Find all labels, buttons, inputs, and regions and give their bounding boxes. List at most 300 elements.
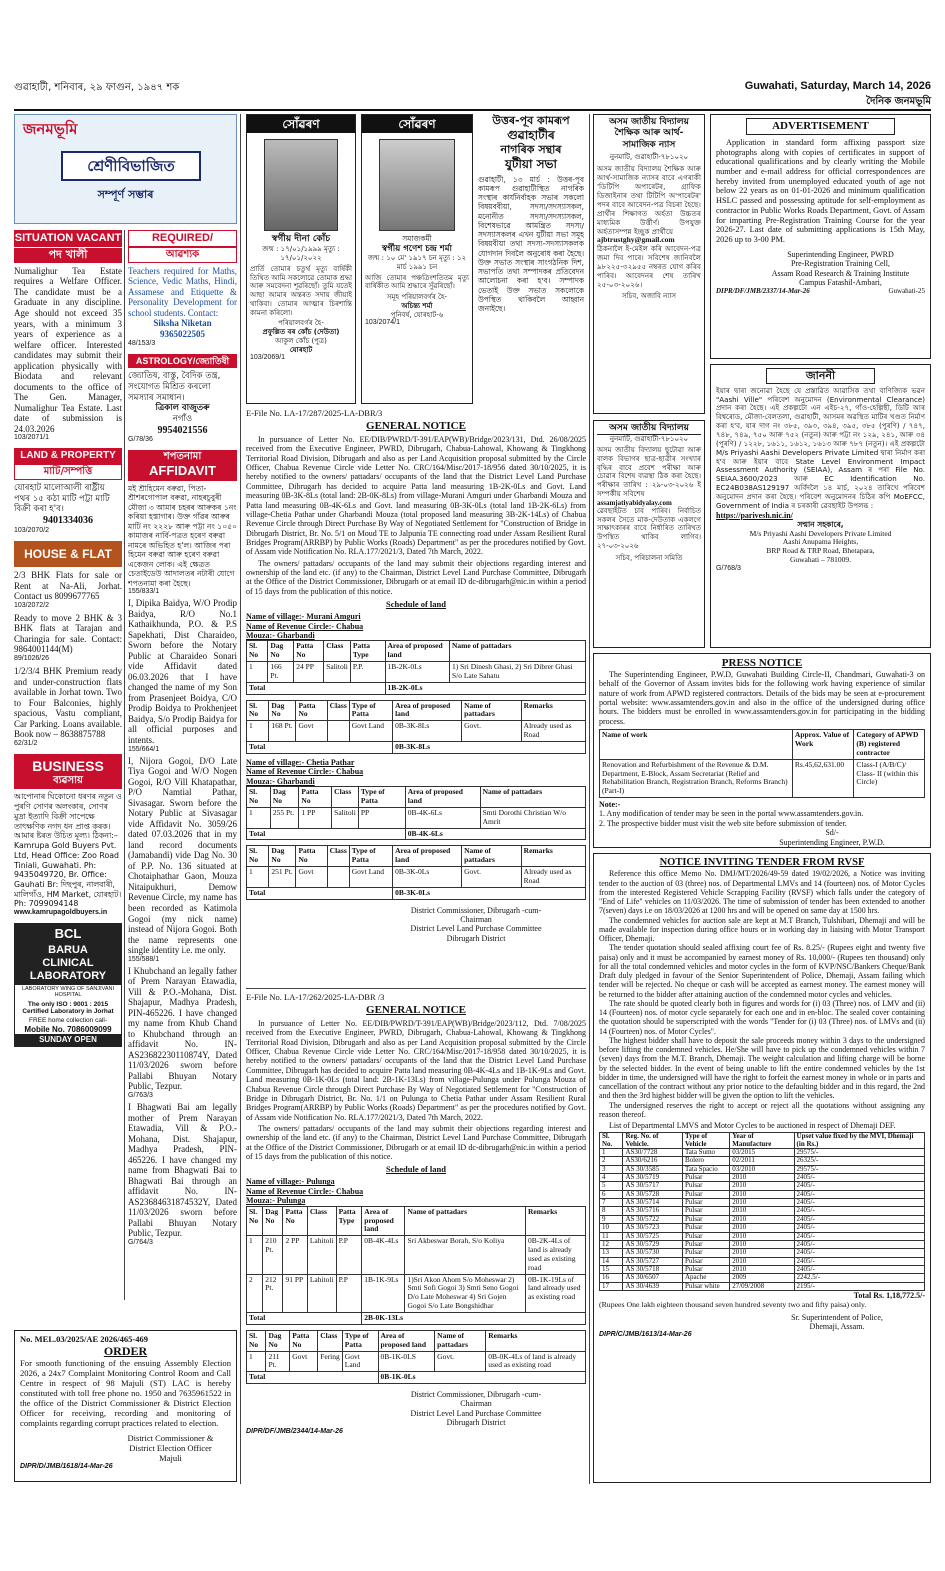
masthead-right: [745, 80, 931, 108]
table-cell: Govt.: [462, 721, 522, 742]
table-cell: 2405/-: [794, 1207, 924, 1215]
obituary-2-head: সোঁৱৰণ: [362, 115, 472, 133]
table-cell: 210 Pt.: [263, 1236, 283, 1274]
table-cell: 2010: [730, 1265, 794, 1273]
table-cell: 2405/-: [794, 1224, 924, 1232]
required-phone: 9365022505: [160, 328, 205, 339]
press-notice-sign1: Superintending Engineer, P.W.D.: [779, 837, 885, 847]
table-header-cell: Dag No: [268, 641, 294, 662]
obituary-1-dates: জন্ম : ১৭/০১/১৯৯৯ মৃত্যু : ১৭/০১/২০২২: [262, 245, 340, 263]
house-flat-code1: 103/2072/2: [14, 601, 50, 609]
table-cell: 29575/-: [794, 1165, 924, 1173]
table-row: [600, 1249, 925, 1257]
affidavit-2: I, Dipika Baidya, W/O Prodip Baidya, R/O No.1 Kathaikhunda, P.O. & P.S Sapekhati, Dist Charaideo, Sworn before the Notary Public at Charaideo Sonari vide Affidavit dated 06.03.2026 that I have changed the name of my Son from Prasenjeet Boidya, C/O Prodip Boidya to Prokhenjeet Baidya, S/o Prodip Baidya for all official purposes and intents.: [128, 598, 237, 745]
table-cell: 8: [600, 1207, 623, 1215]
table-cell: Already used as Road: [521, 867, 585, 888]
gn1-v1-circle: Name of Revenue Circle:- Chabua: [246, 621, 364, 631]
affidavit-4: I Khubchand an legally father of Prem Narayan Etawadia, Vill & P.O.-Mohana, Dist. Shajapur, Madhya Pradesh, PIN-465226. I have changed my name from Khub Chand to Khubchand through an affidavit No. IN-AS23682230110874Y, Dated 11/03/2026 sworn before Pallabi Bhuyan Notary Public, Tezpur.: [128, 965, 237, 1092]
required-code: 48/153/3: [128, 339, 156, 347]
table-header-cell: Name of pattadars: [480, 787, 585, 808]
table-cell: PP: [358, 807, 405, 828]
table-cell: 1) Sri Dinesh Ghasi, 2) Sri Dibrer Ghasi S/o Late Sahatu: [449, 662, 585, 683]
school-notice: [593, 420, 705, 648]
social-trust-place: নুনমাটি, গুৱাহাটী-৭৮১০২০: [609, 152, 689, 161]
classifieds-col-2: [128, 230, 237, 1300]
school-notice-body2: ৱেবছাইটত চাব পাৰিব। নিৰ্বাচিত সকলৰ সৈতে মাক-দেউতাক একলগে সাক্ষাৎকাৰৰ বাবে নিৰ্ধাৰিত তাৰিখত উপস্থিত থাকিব লাগিব। ২৭-০৩-২০২৬: [597, 506, 701, 550]
table-header-cell: Class: [332, 787, 359, 808]
table-cell: AS 30/5719: [623, 1174, 683, 1182]
table-row: [600, 1157, 925, 1165]
press-notice: [593, 653, 931, 848]
rvsf-p5: The highest bidder shall have to deposit the sale proceeds money within 3 days to the undersigned before lifting the condemned vehicles. He/She will have to pick up the condemned vehicles within 7 (seven) days from the M.T. Branch, Dhemaji. The weight calculation and lifting charge will be borne by the selected bidder. In the event of being unable to lift the entire condemned vehicles by the 1st bidder in time, the undersigned will have the right to forfeit the earnest money in whole or in parts and cancellation of the contract without any prior notice to the defaulting bidder and in this regard, the 2nd and then the 3rd highest bidder will be given the option to lift the vehicles.: [599, 1035, 925, 1101]
table-row: [247, 807, 586, 828]
press-notice-note2: 2. The prospective bidder must visit the web site before submission of tender.: [599, 818, 847, 828]
affidavit-title-en: AFFIDAVIT: [128, 463, 237, 480]
classifieds-logo-sub: সম্পূৰ্ণ সম্ভাৰ: [97, 188, 154, 201]
social-trust-notice: [593, 114, 705, 414]
gn2-sign4: Dibrugarh District: [446, 1418, 506, 1428]
table-cell: Lahitoli: [307, 1236, 336, 1274]
gn2-v-mouza: Mouza:- Pulunga: [246, 1196, 306, 1206]
janani-sign4: Guwahati – 781009.: [789, 555, 852, 565]
gn1-body2: The owners/ pattadars/ occupants of the land may submit their objections regarding interest and ownership of the land etc. (if any) to the Chairman, District Level Land Purchase Committee, Dibrugarh at the Office of the District Commissioner, Dibrugarh or at email ID dc-dibrugarh@nic.in within a period of 15 days from the publication of this notice.: [246, 558, 586, 596]
table-cell: 15: [600, 1265, 623, 1273]
table-cell: Salitoli: [332, 807, 359, 828]
gn2-sign1: District Commissioner, Dibrugarh -cum-: [410, 1390, 542, 1400]
house-flat-ad2: Ready to move 2 BHK & 3 BHK flats at Tarajan and Charingia for sale. Contact: 9864001144(M): [14, 612, 122, 655]
advertisement-sign2: Pre-Registration Training Cell,: [791, 259, 890, 269]
obituary-1: [246, 114, 356, 404]
astrology-title: ASTROLOGY/জ্যোতিষী: [128, 354, 237, 369]
table-cell: 2010: [730, 1257, 794, 1265]
social-trust-title1: অসম জাতীয় বিদ্যালয়: [609, 117, 689, 127]
table-cell: Pulsar: [682, 1182, 729, 1190]
table-cell: 211 Pt.: [266, 1351, 290, 1372]
civic-meeting-title2: গুৱাহাটীৰ: [507, 127, 555, 142]
obituary-2-dates: জন্ম : ১০ মে' ১৯১৭ চন মৃত্যু : ১২ মাৰ্চ ১৯৯১ চন: [367, 254, 467, 271]
school-notice-web: assamjatiyabidyalay.com: [597, 498, 672, 507]
table-header-cell: Patta No: [294, 641, 324, 662]
business-web: www.kamrupagoldbuyers.in: [14, 909, 108, 917]
social-trust-sign: সচিব, অজাবি ন্যাস: [621, 292, 677, 301]
table-header-cell: Area of proposed land: [385, 641, 449, 662]
press-notice-table: [599, 729, 925, 798]
table-header-row: [247, 1330, 586, 1351]
table-cell: AS 30/5725: [623, 1232, 683, 1240]
table-cell: 2010: [730, 1207, 794, 1215]
table-cell: 1: [247, 1236, 263, 1274]
obituary-2-code: 103/2074/1: [365, 319, 401, 327]
astrology-body: জ্যোতিষ, বাস্তু, বৈদিক তন্ত্ৰ, সংযোগত মিশ্ৰিত কৰলো সমস্যাৰ সমাধান।: [128, 371, 221, 403]
order-sign3: Majuli: [159, 1452, 182, 1463]
table-cell: 13: [600, 1249, 623, 1257]
table-cell: 1: [247, 1351, 266, 1372]
table-header-cell: Year of Manufacture: [730, 1133, 794, 1149]
rvsf-p1: Reference this office Memo No. DMJ/MT/2026/49-59 dated 19/02/2026, a Notice was inviting tender to the auction of 03 (three) nos. of Departmental LMVs and 14 (fourteen) nos. of Motor Cycles from the interested Registered Vehicle Scrapping Facility (RVSF) which falls under the category of "End of Life" vehicles on 11/03/2026. The time of submission of tender has been extended to another 7(seven) days i.e on 18/03/2026 at 1200 hrs and will be opened on same day at 1500 hrs.: [599, 869, 925, 916]
social-trust-body2: ঠিকনালৈ ই-মেইল কৰি আবেদন-পত্ৰ জমা দিব পাৰে। সবিশেষ জানিবলৈ ৯৮২২৫-৩২৯৫৫ নম্বৰত যোগ কৰিব পাৰিব। আবেদনৰ শেষ তাৰিখ ২৫-০৩-২০২৬।: [597, 244, 701, 290]
table-cell: 0B-1K-0LS: [378, 1351, 435, 1372]
bcl-home: FREE home collection call-: [28, 1016, 108, 1024]
school-notice-title: অসম জাতীয় বিদ্যালয়: [597, 423, 701, 435]
table-cell: 251 Pt.: [269, 867, 296, 888]
order-sign1: District Commissioner &: [127, 1432, 214, 1443]
bcl-line3: LABORATORY: [15, 970, 121, 985]
gn1-sign3: District Level Land Purchase Committee: [410, 924, 542, 934]
classifieds-logo-main: শ্ৰেণীবিভাজিত: [61, 151, 201, 181]
social-trust-title3: সামাজিক ন্যাস: [622, 139, 676, 150]
table-cell: AS 30/5722: [623, 1215, 683, 1223]
social-trust-title2: শৈক্ষিক আৰু আৰ্থ-: [614, 128, 684, 139]
astrology-place: নগাঁও: [172, 413, 193, 424]
rvsf-p2: The condemned vehicles for auction sale are kept at M.T Branch, Tulshibari, Dhemaji and will be made available for inspection during office hours or in working day in liaising with Motor Transport Officer, Dhemaji.: [599, 915, 925, 944]
table-cell: 11: [600, 1232, 623, 1240]
affidavit-5: I Bhagwati Bai am legally mother of Prem Narayan Etawadia, Vill & P.O.-Mohana, Dist. Shajapur, Madhya Pradesh, PIN-465226. I have changed my name from Bhagwati Bai to Bhagwati Bai through an affidavit No. IN-AS23684631874532Y, Dated 11/03/2026 sworn before Pallabi Bhuyan Notary Public, Tezpur.: [128, 1102, 237, 1239]
obituary-1-family: পৰিয়ালবৰ্গৰ হৈ-: [278, 319, 324, 328]
press-notice-title: PRESS NOTICE: [721, 657, 803, 669]
table-header-cell: Class: [327, 846, 349, 867]
table-cell: 24 PP: [294, 662, 324, 683]
table-row: [247, 1351, 586, 1372]
table-row: [247, 867, 586, 888]
order-notice: [14, 1330, 237, 1482]
affidavit-3-code: 155/588/1: [128, 955, 160, 963]
general-notice-2: [246, 992, 586, 1484]
janani-sign2: Aashi Anupama Heights,: [782, 537, 859, 547]
table-cell: 2010: [730, 1249, 794, 1257]
table-header-cell: Category of APWD (B) registered contractor: [854, 730, 925, 760]
table-cell: P.P: [336, 1274, 362, 1312]
gn2-body: In pursuance of Letter No. EE/DIB/PWRD/T-391/EAP(WB)/Bridge/2023/112, Dtd. 7/08/2025 received from the Executive Engineer, PWRD, Dibrugarh, Chabua-Lahowal, Khowang & Tingkhong Territorial Road Division, Dibrugarh and also as per Land Acquisition proposal submitted by the Circle Officer, Chabua Revenue Circle vide Letter No. CRC/164/Misc/2017-18/958 dated 30/10/2025, it is hereby notified to the owners/ pattadars/ occupants of the land that the District Level Land Purchase Committee, Dibrugarh has decided to acquire Patta land measuring 0B-4K-4Ls and 1B-1K-9Ls and Govt. Land measuring 0B-1K-0Ls (total land: 2B-1K-13Ls) from village-Pulunga under Pulunga Mouza of Chabua Revenue Circle through Direct Purchase By Way of Negotiated Settlement for "Construction of Bridge in Dibrugarh District, Br. No. 1/1 on Pulunga to Chetia Pathar under Assam Resilient Rural Bridges Program(ARRBP) by Public Works (Roads) Department" as per the procedures notified by Govt. of Assam vide Notification No. RLA.177/2021/3, Dated 7th March, 2022.: [246, 1018, 586, 1122]
gn1-schedule: Schedule of land: [386, 599, 446, 610]
table-cell: 212 Pt.: [263, 1274, 283, 1312]
land-property-title: LAND & PROPERTY: [14, 448, 122, 464]
table-cell: Govt: [290, 1351, 318, 1372]
civic-meeting-body: গুৱাহাটী, ১৩ মাৰ্চ : উত্তৰ-পূব কামৰূপ গুৱাহাটীস্থিত নাগৰিক সংস্থাৰ কাৰ্যনিৰ্বাহক সভাৰ সকলো বিষয়ববীয়া, সদস্য/সদস্যাসকল, মনোনীত সদস্য/সদস্যাসকল, বিশেষভাৱে আমন্ত্ৰিত সদস্য/সদস্যাসকলৰ এখন যুটীয়া সভা সমূহ বিষয়বীয়া তথা সদস্য-সদস্যাসকলক যোগদান দিবলৈ অনুৰোধ কৰা হৈছে। উক্ত সভাত সংস্থাৰ সাংগঠনিক দিশ, সভাপতি তথা সম্পাদকৰ প্ৰতিবেদন আলোচনা কৰা হ'ব। সম্পাদক ভেতাই উক্ত সভাত সকলোকে উপস্থিত থাকিবলৈ আহ্বান জনাইছে।: [478, 174, 584, 313]
table-cell: Class-I (A/B/C)/ Class- II (within this Circle): [854, 759, 925, 797]
table-total-label: Total: [247, 1372, 379, 1384]
table-cell: 2405/-: [794, 1182, 924, 1190]
table-row: [600, 1224, 925, 1232]
table-header-cell: Reg. No. of Vehicle.: [623, 1133, 683, 1149]
bcl-line2: CLINICAL: [15, 957, 121, 970]
table-cell: AS 30/5717: [623, 1182, 683, 1190]
janani-sign-title: সন্মান সহকাৰে,: [797, 520, 844, 530]
table-header-row: [600, 1133, 925, 1149]
table-cell: Smti Dorothi Christian W/o Amrit: [480, 807, 585, 828]
affidavit-2-code: 155/664/1: [128, 745, 160, 753]
astrology-name: ত্ৰিকাল বাজুতৰু: [155, 403, 210, 414]
table-cell: 1B-1K-9Ls: [362, 1274, 405, 1312]
table-cell: Pulsar: [682, 1232, 729, 1240]
table-cell: 2010: [730, 1232, 794, 1240]
table-cell: Lahitoli: [307, 1274, 336, 1312]
gn1-sign2: Chairman: [460, 915, 492, 925]
school-notice-place: নুনমাটি, গুৱাহাটী-৭৮১০২০: [609, 435, 689, 444]
bcl-line1: BARUA: [15, 944, 121, 957]
rvsf-title: NOTICE INVITING TENDER FROM RVSF: [659, 857, 865, 868]
janani-sign1: M/s Priyashi Aashi Developers Private Limited: [749, 528, 892, 538]
gn2-v-circle: Name of Revenue Circle:- Chabua: [246, 1186, 364, 1196]
affidavit-3: I, Nijora Gogoi, D/O Late Tiya Gogoi and W/O Nogen Gogoi, R/O Vill Khatapathar, P/O Namtial Pathar, Sivasagar. Sworn before the Notary Public at Sivasagar vide Affidavit No. 3059/26 dated 07.03.2026 that in my land record documents (Jamabandi) vide Dag No. 30 of P.P. No. 136 situated at Chotaiphathar Gaon, Mouza Nitaipukhuri, Demow Revenue Circle, my name has been recorded as Katimola Gogoi (my nick name) instead of Nijora Gogoi. Both the name represents one single identity i.e. me only.: [128, 755, 237, 956]
table-row: [247, 721, 586, 742]
table-header-cell: Name of pattadars: [435, 1330, 486, 1351]
affidavit-1: মই শ্ৰীহিমেন বৰুৱা, পিতা-শ্ৰীশৰগোপাল বৰুৱা, নাহৰচুবুৰী মৌজা ৩ আমাৰ চহৰৰ আৰুকৰ ১নং কৰিয়া হস্তাগাৰ। উক্ত গাঁৱৰ আৰুৰ মাটি নং ২২২৮ আৰু পট্টা নং ১০৫০ কামাজৰ নাৰ্বি-পত্ৰত হৰেণ বৰুৱা নামৰে অভিহিত হ'ল। আজিৰ পৰা হিমেন বৰুৱা আৰু হৰেণ বৰুৱা একেজন লোক। এই ক্ষেত্ৰত চেতাইডেউ আদালতৰ নটাৰী যোগে শপতনামা কৰা হৈছে।: [128, 483, 237, 588]
table-cell: 12: [600, 1240, 623, 1248]
gn2-title: GENERAL NOTICE: [366, 1004, 466, 1017]
table-row: [247, 1274, 586, 1312]
table-cell: 03/2015: [730, 1149, 794, 1157]
janani-sign3: BRP Road & TRP Road, Bhetapara,: [766, 546, 875, 556]
situation-vacant-title: SITUATION VACANT: [14, 230, 122, 247]
table-total-label: Total: [247, 682, 386, 694]
obituary-1-body: প্ৰাৰ্তি তোমাৰ চতুৰ্থ মৃত্যু বাৰ্ষিকী তিথিত আমি সকলোৱে তোমাক শ্ৰদ্ধা আৰু সমবেদনা শূৱৰিছোঁ। তুমি যতেই আছা আমাৰ অন্তৰত সদায় জীয়াই থাকিবা। তোমাৰ আত্মাৰ চিৰশান্তি কামনা কৰিলো।: [250, 264, 352, 317]
gn1-table-4: [246, 845, 586, 899]
rvsf-p7: List of Departmental LMVS and Motor Cycles to be auctioned in respect of Dhemaji DEF.: [609, 1121, 896, 1131]
table-row: [600, 1274, 925, 1282]
table-cell: Tata Spacio: [682, 1165, 729, 1173]
table-cell: 2: [600, 1157, 623, 1165]
table-cell: 2405/-: [794, 1265, 924, 1273]
table-total-row: [247, 887, 586, 899]
table-total-row: [247, 1312, 586, 1324]
obituary-2-name: স্বৰ্গীয় গণেশ চন্দ্ৰ শৰ্মা: [382, 243, 452, 254]
affidavit-5-code: G/764/3: [128, 1238, 153, 1246]
table-total-value: 0B-1K-0Ls: [378, 1372, 585, 1384]
table-total-value: 0B-4K-6Ls: [405, 828, 585, 840]
required-body: Teachers required for Maths, Science, Vedic Maths, Hindi, Assamese and Etiquette & Personality Development for school students. Contact:: [128, 265, 237, 318]
astrology-code: G/78/36: [128, 436, 153, 444]
table-cell: 2: [247, 1274, 263, 1312]
table-cell: 2 PP: [283, 1236, 307, 1274]
order-body: For smooth functioning of the ensuing Assembly Election 2026, a 24x7 Complaint Monitoring Control Room and Call Centre in respect of 98 Majuli (ST) LAC is hereby constituted with toll free phone no. 1950 and 7635961522 in the office of the District Commissioner & District Election Officer for receiving, recording and monitoring of complaints regarding corrupt practices related to election.: [20, 1358, 231, 1429]
advertisement-sign4: Campus Fatashil-Ambari,: [799, 278, 882, 288]
table-cell: AS 30/5727: [623, 1257, 683, 1265]
affidavit-1-code: 155/833/1: [128, 588, 160, 596]
table-cell: Pulsar: [682, 1257, 729, 1265]
astrology-phone: 9954021556: [157, 424, 208, 436]
gn2-sign2: Chairman: [460, 1399, 492, 1409]
obituary-1-head: সোঁৱৰণ: [247, 115, 355, 133]
classifieds-logo: [14, 114, 237, 224]
table-total-row: [247, 682, 586, 694]
table-cell: 1: [600, 1149, 623, 1157]
order-code: DIPR/D/JMB/1618/14-Mar-26: [20, 1462, 113, 1470]
gn2-code: DIPR/DF/JMB/2344/14-Mar-26: [246, 1427, 343, 1435]
advertisement-sign3: Assam Road Research & Training Institute: [771, 268, 910, 278]
janani-body: ইয়াৰ দ্বাৰা জনোৱা হৈছে যে প্ৰস্তাৱিত আৱাসিক তথা বাণিজ্যিক ভৱন "Aashi Ville" পৰিবেশ অনুমোদন (Environmental Clearance) প্ৰদান কৰা হৈছে। এই প্ৰকল্পটো এন এইচ-২৭, গাঁও-হেল্পিছী, ডিটি আৰ বিশ্বৰোড, মৌজা-বেলতলা, গুৱাহাটী, আসমৰ অৱস্থিত মাটিৰ খণ্ডত নিৰ্মাণ কৰা হ'ব, যাৰ দাগ নং ৩৮৫, ৩৯৩, ৩৯৪, ৩৯৫, ৩৮৫ (পুৰণি) / ৭৪৭, ৭৪৮, ৭৪৯, ৭৫০ আৰু ৭৫২ (নতুন) আৰু পট্টা নং ১২৯, ২৪১, আৰু ৩৪ (পুৰণি) / ১২২৮, ১৬১১, ১৬১২, ১৬১৩ আৰু ৭৮৭ (নতুন)। এই প্ৰকল্পটো M/s Priyashi Aashi Developers Private Limited দ্বাৰা নিৰ্মাণ কৰা হ'ব আৰু ইয়াৰ বাবে State Level Environment Impact Assessment Authority (SEIAA), Assam ৰ পৰা File No. SEIAA.3600/2023 আৰু EC Identification No. EC24B038AS129197 অৰ্বিদলৈ ১৪ মাৰ্চ, ২০২৪ তাৰিখে পৰিবেশ অনুমোদন প্ৰদান কৰা হৈছে। পৰিবেশ অনুমোদনৰ চিঠিৰ কপি MoEFCC, Government of India ৰ চৰকাৰী ৱেবছাইট উপলব্ধ :: [716, 385, 925, 510]
gn2-table-2: [246, 1330, 586, 1384]
table-cell: 3: [600, 1165, 623, 1173]
table-cell: Pulsar: [682, 1215, 729, 1223]
gn1-efile: E-File No. LA-17/287/2025-LA-DBR/3: [246, 408, 383, 418]
obituary-1-signer: প্ৰফুল্লিত বৰ কোঁচ (দেউতা): [262, 328, 340, 337]
table-cell: Pulsar white: [682, 1282, 729, 1290]
rvsf-code: DIPR/C/JMB/1613/14-Mar-26: [599, 1331, 692, 1339]
table-header-cell: Type of Patta: [349, 700, 392, 721]
table-cell: 0B-4K-4Ls: [362, 1236, 405, 1274]
press-notice-body: The Superintending Engineer, P.W.D, Guwahati Building Circle-II, Chandmari, Guwahati-3 on behalf of the Governor of Assam invites bids for the following work having experience of similar nature of work from APWD registered contractors. Details of the bids may be seen at e-procurement portal website: www.assamtenders.gov.in and also in the office of the undersigned during office hours. The bidders must be enrolled in www.assamtenders.gov.in for participating in the bidding process.: [599, 669, 925, 726]
table-cell: Govt.: [462, 867, 522, 888]
table-cell: 9: [600, 1215, 623, 1223]
table-cell: 1)Sri Akon Ahom S/o Moheswar 2) Smti Sofi Gogoi 3) Smti Seno Gogoi D/o Late Moheswar 4) Sri Gojen Gogoi S/o Late Bongshidhar: [405, 1274, 526, 1312]
house-flat-ad1: 2/3 BHK Flats for sale or Rent at Na-Ali, Jorhat. Contact us 8099677765: [14, 570, 122, 602]
table-cell: 26325/-: [794, 1157, 924, 1165]
table-header-cell: Class: [307, 1206, 336, 1236]
advertisement-title: ADVERTISEMENT: [746, 118, 895, 135]
table-cell: AS 30/5718: [623, 1265, 683, 1273]
table-header-cell: Remarks: [521, 846, 585, 867]
table-header-cell: Class: [324, 641, 351, 662]
environment-notice: [710, 364, 931, 648]
notice-divider: [246, 988, 586, 989]
table-cell: 1 PP: [299, 807, 332, 828]
table-cell: Govt Land: [342, 1351, 378, 1372]
gn1-v1-mouza: Mouza:- Gharbandi: [246, 630, 315, 640]
table-cell: Apache: [682, 1274, 729, 1282]
janani-title: জাননী: [766, 368, 875, 384]
table-cell: 1: [247, 662, 268, 683]
table-cell: 2405/-: [794, 1257, 924, 1265]
table-header-cell: Patta No: [283, 1206, 307, 1236]
table-cell: 17: [600, 1282, 623, 1290]
table-cell: AS 30/6507: [623, 1274, 683, 1282]
house-flat-code2: 89/1026/26: [14, 654, 50, 662]
table-cell: 2010: [730, 1240, 794, 1248]
table-header-cell: Sl. No: [247, 787, 271, 808]
table-header-cell: Remarks: [526, 1206, 586, 1236]
table-header-cell: Type of Patta: [349, 846, 392, 867]
civic-meeting: [478, 114, 584, 404]
table-header-cell: Upset value fixed by the MVI, Dhemaji (in Rs.): [794, 1133, 924, 1149]
table-cell: 02/2011: [730, 1157, 794, 1165]
obituary-1-photo: [264, 139, 338, 231]
table-header-cell: Patta Type: [336, 1206, 362, 1236]
obituary-2: [361, 114, 473, 404]
table-header-cell: Sl. No: [247, 641, 268, 662]
table-cell: 2010: [730, 1224, 794, 1232]
table-cell: 2405/-: [794, 1174, 924, 1182]
table-header-cell: Name of work: [600, 730, 793, 760]
house-flat-title: HOUSE & FLAT: [14, 541, 122, 567]
table-cell: 0B-0K-4Ls of land is already used as existing road: [486, 1351, 586, 1372]
table-cell: Govt Land: [349, 721, 392, 742]
pwrd-advertisement: [710, 114, 931, 359]
rvsf-p3: The tender quotation should sealed affixing court fee of Rs. 8.25/- (Rupees eight and twenty five paisa) only and it must be accompanied by earnest money of Rs. 10,000/- (Rupees ten thousand) only for all the total condemned vehicles and motor cycles in the form of KVP/NSC/Bankers Cheque/Bank Draft duly pledged in favour of the Senior Superintendent of Police, Dhemaji, Assam failing which tender will be rejected. No cheque or cash will be accepted as earnest money. The earnest money will be returned to the bidder after attaining auction of the condemned motor cycles and vehicles.: [599, 943, 925, 999]
table-cell: 255 Pt.: [270, 807, 299, 828]
table-cell: 2010: [730, 1215, 794, 1223]
table-cell: AS30/7728: [623, 1149, 683, 1157]
table-header-row: [600, 730, 925, 760]
table-header-cell: Remarks: [486, 1330, 586, 1351]
masthead-paper-name: দৈনিক জনমভূমি: [866, 95, 931, 107]
general-notice-1: [246, 408, 586, 983]
table-cell: 10: [600, 1224, 623, 1232]
table-cell: 16: [600, 1274, 623, 1282]
advertisement-sign1: Superintending Engineer, PWRD: [787, 249, 894, 259]
table-header-cell: Sl. No: [247, 846, 269, 867]
advertisement-city: Guwahati-25: [888, 287, 925, 296]
table-total-row: [247, 1372, 586, 1384]
land-property-phone: 9401334036: [43, 514, 93, 526]
press-notice-note1: 1. Any modification of tender may be seen in the portal www.assamtenders.gov.in.: [599, 809, 864, 819]
table-header-cell: Dag No: [269, 700, 296, 721]
table-cell: Salitoli: [324, 662, 351, 683]
table-cell: 5: [600, 1182, 623, 1190]
required-title: REQUIRED/: [128, 230, 237, 247]
business-title: BUSINESS: [14, 754, 122, 775]
table-header-cell: Patta No: [296, 846, 327, 867]
table-cell: 2405/-: [794, 1232, 924, 1240]
table-row: [247, 1236, 586, 1274]
table-cell: 0B-1K-19Ls of land already used as existing road: [526, 1274, 586, 1312]
table-cell: 14: [600, 1257, 623, 1265]
table-cell: Pulsar: [682, 1199, 729, 1207]
table-header-cell: Approx. Value of Work: [792, 730, 853, 760]
table-cell: 0B-3K-0Ls: [393, 867, 462, 888]
order-sign2: District Election Officer: [129, 1442, 212, 1453]
table-cell: 168 Pt.: [269, 721, 296, 742]
obituary-2-family: সমূহ পৰিয়ালবৰ্গৰ হৈ-: [386, 293, 448, 302]
classifieds-logo-top: জনমভূমি: [23, 120, 78, 138]
table-cell: 2405/-: [794, 1249, 924, 1257]
table-cell: 2405/-: [794, 1199, 924, 1207]
table-header-cell: Remarks: [521, 700, 585, 721]
obituary-2-body: আজি তোমাৰ পঞ্চত্ৰিংশতিতম মৃত্যু বাৰ্ষিকীত আমি শ্ৰদ্ধাৰে সুঁৱৰিছোঁ।: [365, 273, 469, 291]
press-notice-sign0: Sd/-: [825, 828, 839, 838]
table-cell: Rs.45,62,631.00: [792, 759, 853, 797]
table-header-cell: Type of Patta: [342, 1330, 378, 1351]
table-header-cell: Area of proposed land: [362, 1206, 405, 1236]
table-cell: 0B-3K-8Ls: [393, 721, 462, 742]
table-header-cell: Type of Vehicle: [682, 1133, 729, 1149]
table-total-value: 1B-2K-0Ls: [385, 682, 586, 694]
table-cell: AS 30/5728: [623, 1190, 683, 1198]
table-cell: 2010: [730, 1182, 794, 1190]
table-cell: Govt: [296, 721, 327, 742]
table-header-cell: Area of proposed land: [393, 846, 462, 867]
table-cell: 2242.5/-: [794, 1274, 924, 1282]
table-cell: 166 Pt.: [268, 662, 294, 683]
table-cell: Pulsar: [682, 1240, 729, 1248]
table-cell: Pulsar: [682, 1265, 729, 1273]
table-cell: 29575/-: [794, 1149, 924, 1157]
obituary-1-place: যোৰহাট: [289, 345, 313, 354]
janani-web: https://parivesh.nic.in/: [716, 510, 793, 520]
table-header-cell: Patta No: [299, 787, 332, 808]
table-cell: 7: [600, 1199, 623, 1207]
table-cell: Pulsar: [682, 1224, 729, 1232]
gn1-v1-label: Name of village:- Murani Amguri: [246, 612, 361, 622]
social-trust-email: ajbtrustghy@gmail.com: [597, 234, 675, 244]
table-cell: 2405/-: [794, 1215, 924, 1223]
table-total-label: Total: [247, 828, 406, 840]
rvsf-vehicle-table: [599, 1132, 925, 1291]
table-cell: AS 30/3585: [623, 1165, 683, 1173]
table-header-cell: Name of pattadars: [405, 1206, 526, 1236]
civic-meeting-title1: উত্তৰ-পূব কামৰূপ: [492, 114, 570, 127]
table-cell: Govt Land: [349, 867, 392, 888]
house-flat-ad3: 1/2/3/4 BHK Premium ready and under-construction flats available in Jorhat town. Two to Four Balconies, highly spacious, Vastu compliant, Car Parking. Loans available. Book now – 8638875788: [14, 666, 122, 740]
table-total-value: 0B-3K-8Ls: [393, 742, 586, 754]
table-cell: 0B-2K-4Ls of land is already used as existing road: [526, 1236, 586, 1274]
janani-code: G/768/3: [716, 564, 741, 572]
table-cell: 2010: [730, 1190, 794, 1198]
table-header-cell: Area of proposed land: [393, 700, 462, 721]
order-title: ORDER: [103, 1344, 148, 1359]
gn1-v2-mouza: Mouza:- Gharbandi: [246, 776, 315, 786]
table-cell: Sri Akbeswar Borah, S/o Koliya: [405, 1236, 526, 1274]
table-header-cell: Sl. No: [247, 700, 269, 721]
